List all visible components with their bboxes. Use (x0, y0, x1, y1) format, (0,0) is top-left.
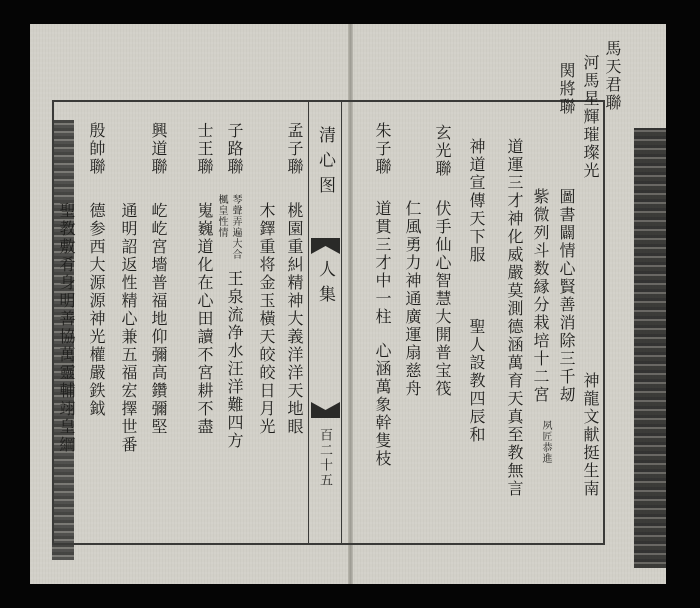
upper-fishtail-icon (311, 238, 340, 254)
text-column: 神龍文献挺生南 (581, 372, 600, 498)
text-column: 仁風勇力神通廣運扇慈舟 (403, 200, 422, 398)
text-column: 紫微列斗数縁分栽培十二宮 (531, 188, 550, 404)
text-column: 朱子聯 (373, 122, 392, 176)
text-column: 河馬星輝璀璨光 (581, 54, 600, 180)
text-column: 德涵萬育天真至教無言 (505, 318, 524, 498)
text-column: 桃園重糾精神大義洋洋天地眼 (285, 202, 304, 436)
text-column: 道運三才神化威嚴莫測 (505, 138, 524, 318)
text-column: 夙匠恭進 (540, 420, 551, 464)
text-column: 楓皇性情 (216, 194, 227, 238)
text-column: 馬天君聯 (603, 40, 622, 112)
page-number: 百二十五 (317, 428, 332, 488)
lower-fishtail-icon (311, 402, 340, 418)
text-column: 子路聯 (225, 122, 244, 176)
text-column: 聖人設教四辰和 (467, 318, 486, 444)
text-column: 通明詔返性精心兼五福宏擇世番 (119, 202, 138, 454)
text-column: 屹屹宮墻普福地仰彌高鑽彌堅 (149, 202, 168, 436)
text-column: 聖教敷肴身明善協萬靈輔翊皇綱 (57, 202, 76, 454)
page-title: 清心图 (315, 126, 335, 201)
text-column: 木鐸重将金玉橫天皎皎日月光 (257, 202, 276, 436)
text-column: 心涵萬象幹隻枝 (373, 342, 392, 468)
text-column: 関將聯 (557, 62, 576, 116)
section-label: 人集 (315, 260, 335, 310)
text-column: 神道宣傳天下服 (467, 138, 486, 264)
text-column: 嵬巍道化在心田讀不宮耕不盡 (195, 202, 214, 436)
text-column: 琴聲弄遍大合 (230, 194, 241, 260)
text-column: 孟子聯 (285, 122, 304, 176)
text-column: 興道聯 (149, 122, 168, 176)
text-column: 伏手仙心智慧大開普宝筏 (433, 200, 452, 398)
text-column: 玄光聯 (433, 124, 452, 178)
text-column: 王泉流净水汪洋難四方 (225, 270, 244, 450)
right-page-edge (634, 128, 666, 568)
text-column: 道貫三才中一柱 (373, 200, 392, 326)
text-column: 士王聯 (195, 122, 214, 176)
text-column: 殷帥聯 (87, 122, 106, 176)
text-column: 德参西大源源神光權嚴鉄鉞 (87, 202, 106, 418)
text-column: 圖書闢情心賢善消除三千刼 (557, 188, 576, 404)
